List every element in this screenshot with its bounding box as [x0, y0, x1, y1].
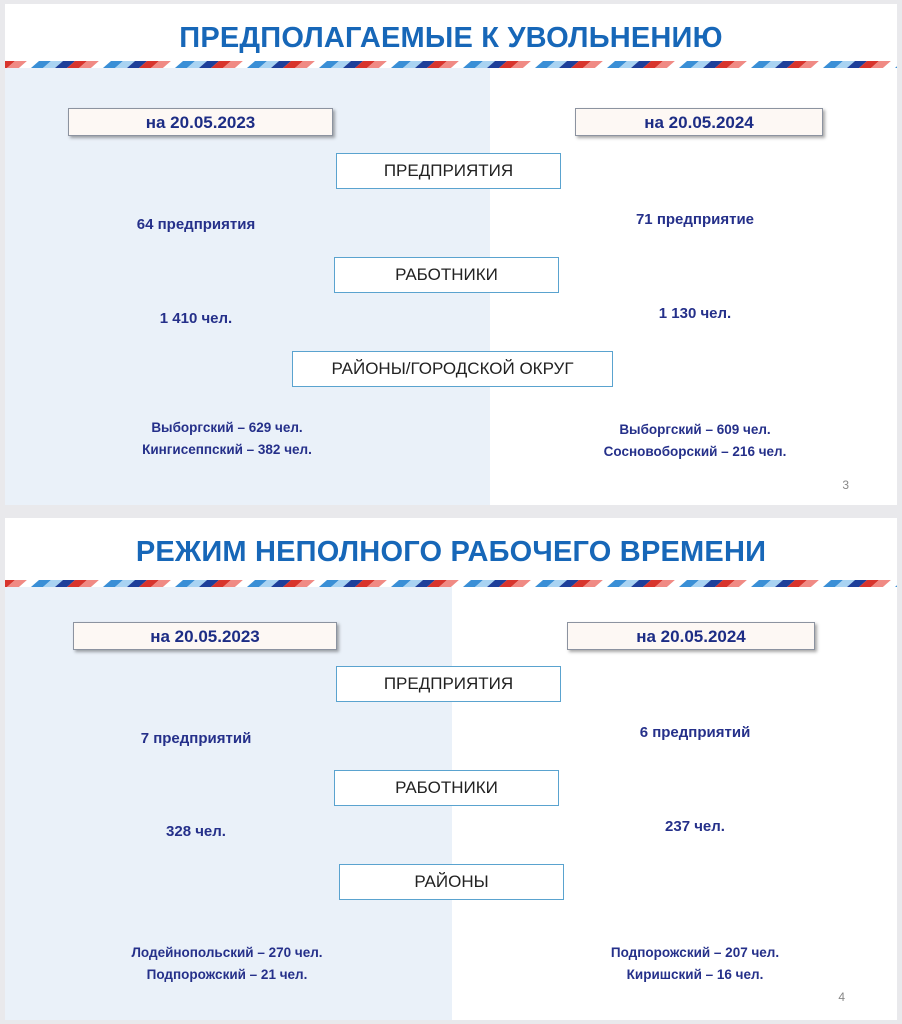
date-label-left: на 20.05.2023 [73, 622, 337, 650]
district-item: Лодейнопольский – 270 чел. [131, 945, 323, 960]
decorative-stripe [5, 61, 897, 68]
workers-right-value: 237 чел. [665, 818, 725, 835]
slide-title: РЕЖИМ НЕПОЛНОГО РАБОЧЕГО ВРЕМЕНИ [135, 536, 767, 568]
workers-right-value: 1 130 чел. [658, 305, 732, 322]
enterprises-right-value: 6 предприятий [639, 724, 751, 741]
decorative-stripe [5, 580, 897, 587]
enterprises-right-value: 71 предприятие [635, 211, 755, 228]
slide-dismissals [5, 4, 897, 505]
category-enterprises: ПРЕДПРИЯТИЯ [336, 153, 561, 189]
page-number: 4 [838, 990, 845, 1004]
districts-left-list [5, 417, 449, 461]
category-enterprises: ПРЕДПРИЯТИЯ [336, 666, 561, 702]
district-item: Выборгский – 609 чел. [619, 422, 771, 437]
district-item: Сосновоборский – 216 чел. [603, 444, 787, 459]
category-workers: РАБОТНИКИ [334, 770, 559, 806]
category-workers: РАБОТНИКИ [334, 257, 559, 293]
slide-title: ПРЕДПОЛАГАЕМЫЕ К УВОЛЬНЕНИЮ [179, 22, 723, 54]
district-item: Киришский – 16 чел. [626, 967, 764, 982]
date-label-right: на 20.05.2024 [567, 622, 815, 650]
date-label-left: на 20.05.2023 [68, 108, 333, 136]
workers-left-value: 1 410 чел. [159, 310, 233, 327]
enterprises-left-value: 7 предприятий [140, 730, 252, 747]
category-districts: РАЙОНЫ/ГОРОДСКОЙ ОКРУГ [292, 351, 613, 387]
district-item: Выборгский – 629 чел. [151, 420, 303, 435]
workers-left-value: 328 чел. [166, 823, 226, 840]
category-districts: РАЙОНЫ [339, 864, 564, 900]
districts-right-list [545, 419, 845, 463]
enterprises-left-value: 64 предприятия [136, 216, 256, 233]
district-item: Подпорожский – 21 чел. [146, 967, 308, 982]
districts-right-list [545, 942, 845, 986]
district-item: Подпорожский – 207 чел. [610, 945, 780, 960]
slide-part-time [5, 518, 897, 1020]
page-number: 3 [842, 478, 849, 492]
date-label-right: на 20.05.2024 [575, 108, 823, 136]
district-item: Кингисеппский – 382 чел. [142, 442, 312, 457]
districts-left-list [5, 942, 449, 986]
